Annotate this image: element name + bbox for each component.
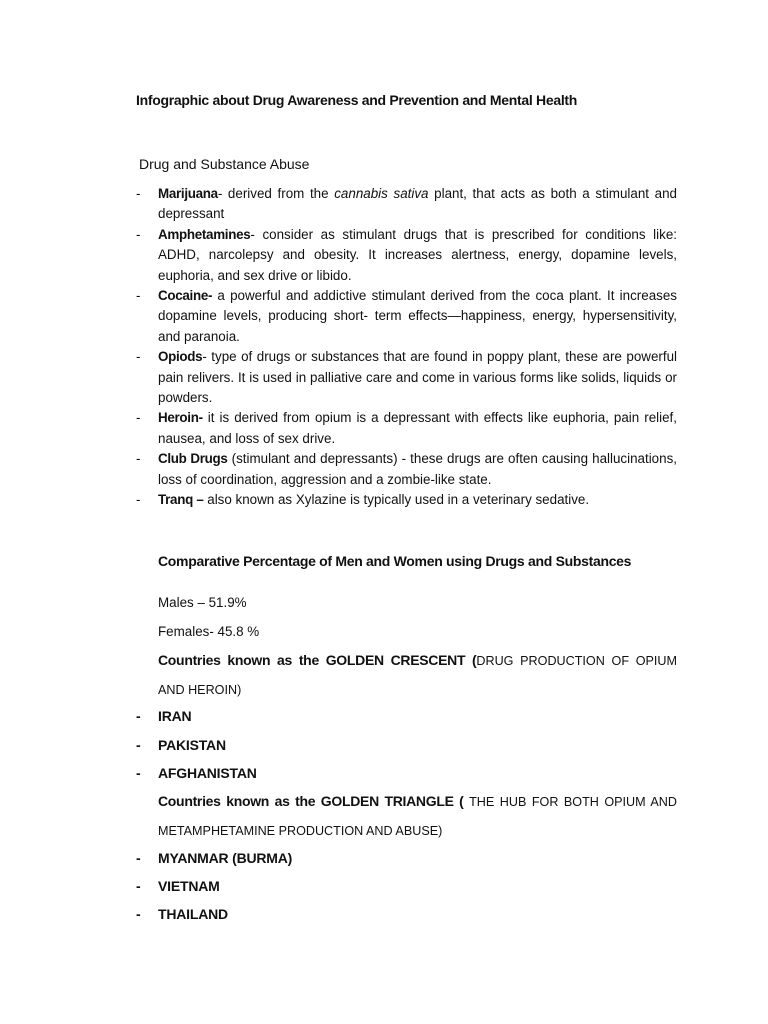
page-title: Infographic about Drug Awareness and Prevention and Mental Health bbox=[136, 92, 578, 108]
country-item bbox=[136, 906, 228, 922]
drug-description: - derived from the bbox=[217, 186, 335, 201]
golden-crescent-title: Countries known as the GOLDEN CRESCENT ( bbox=[158, 652, 477, 668]
list-dash: - bbox=[136, 492, 141, 508]
country-item bbox=[136, 765, 257, 781]
golden-triangle-note: THE HUB FOR BOTH OPIUM AND METAMPHETAMINE PRODUCTION AND ABUSE) bbox=[158, 795, 677, 838]
list-item bbox=[136, 286, 677, 347]
drug-description: plant, that acts as both a stimulant and depressant bbox=[158, 186, 677, 222]
section-subtitle: Drug and Substance Abuse bbox=[139, 156, 310, 172]
list-dash: - bbox=[136, 410, 141, 426]
list-dash: - bbox=[136, 186, 141, 201]
drug-scientific-name: cannabis sativa bbox=[334, 186, 429, 201]
list-dash: - bbox=[136, 850, 141, 866]
golden-triangle-heading bbox=[158, 787, 677, 845]
drug-description: - type of drugs or substances that are found in poppy plant, these are powerful pain relivers. It is used in palliative care and come in various forms like solids, liquids or powders. bbox=[158, 349, 677, 406]
list-dash: - bbox=[136, 737, 141, 753]
country-item bbox=[136, 878, 220, 894]
females-stat: Females- 45.8 % bbox=[158, 624, 260, 639]
country-name: PAKISTAN bbox=[158, 737, 226, 753]
list-dash: - bbox=[136, 349, 141, 365]
list-dash: - bbox=[136, 288, 141, 304]
list-item bbox=[136, 408, 677, 449]
list-dash: - bbox=[136, 765, 141, 781]
list-item bbox=[136, 449, 677, 490]
list-item bbox=[136, 347, 677, 408]
drug-name: Cocaine- bbox=[158, 288, 213, 304]
comparative-heading: Comparative Percentage of Men and Women using Drugs and Substances bbox=[158, 553, 632, 569]
list-dash: - bbox=[136, 906, 141, 922]
drug-name: Heroin- bbox=[158, 410, 203, 426]
list-item bbox=[136, 225, 677, 286]
drug-name: Opiods bbox=[158, 349, 203, 365]
country-item bbox=[136, 850, 292, 866]
list-dash: - bbox=[136, 226, 141, 242]
country-item bbox=[136, 737, 226, 753]
list-dash: - bbox=[136, 878, 141, 894]
list-dash: - bbox=[136, 708, 141, 724]
list-item bbox=[136, 490, 677, 510]
drug-name: Club Drugs bbox=[158, 451, 228, 467]
males-stat: Males – 51.9% bbox=[158, 595, 247, 610]
country-name: AFGHANISTAN bbox=[158, 765, 257, 781]
drug-description: (stimulant and depressants) - these drugs are often causing hallucinations, loss of coordination, aggression and a zombie-like state. bbox=[158, 451, 677, 487]
country-name: VIETNAM bbox=[158, 878, 220, 894]
drug-description: it is derived from opium is a depressant with effects like euphoria, pain relief, nausea, and loss of sex drive. bbox=[158, 410, 677, 446]
golden-triangle-title: Countries known as the GOLDEN TRIANGLE ( bbox=[158, 793, 470, 809]
country-name: MYANMAR (BURMA) bbox=[158, 850, 293, 866]
country-name: THAILAND bbox=[158, 906, 228, 922]
drug-name: Tranq – bbox=[158, 492, 204, 508]
list-item bbox=[136, 184, 677, 225]
drug-description: - consider as stimulant drugs that is prescribed for conditions like: ADHD, narcolepsy and obesity. It increases alertness, energy, dopamine levels, euphoria, and sex drive or libido. bbox=[158, 226, 677, 283]
country-item bbox=[136, 708, 191, 724]
golden-crescent-heading bbox=[158, 646, 677, 704]
drug-name: Amphetamines bbox=[158, 226, 251, 242]
drug-name: Marijuana bbox=[158, 186, 218, 201]
list-dash: - bbox=[136, 451, 141, 467]
drug-description: a powerful and addictive stimulant derived from the coca plant. It increases dopamine levels, producing short- term effects—happiness, energy, hypersensitivity, and paranoia. bbox=[158, 288, 677, 344]
drug-list bbox=[136, 184, 677, 511]
country-name: IRAN bbox=[158, 708, 192, 724]
drug-description: also known as Xylazine is typically used in a veterinary sedative. bbox=[203, 492, 590, 508]
golden-crescent-note: DRUG PRODUCTION OF OPIUM AND HEROIN) bbox=[158, 654, 677, 697]
